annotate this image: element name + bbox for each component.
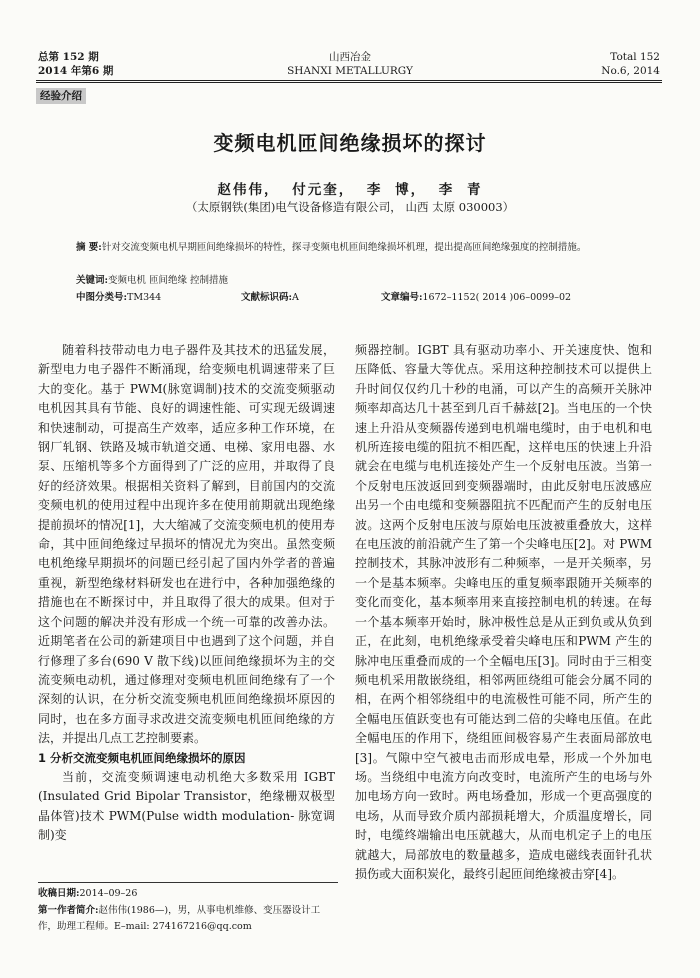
paragraph: 随着科技带动电力电子器件及其技术的迅猛发展，新型电力电子器件不断涌现，给变频电机调速带来了巨大的变化。基于 PWM(脉宽调制)技术的交流变频驱动电机因其具有节能、良好的调速性能、可实现无级调速和快速制动，可提高生产效率，适应多种工作环境，在钢厂轧钢、铁路及城市轨道交通、电梯、家用电器、水泵、压缩机等多个方面得到了广泛的应用，并取得了良好的经济效果。根据相关资料了解到，目前国内的交流变频电机的使用过程中出现许多在使用前期就出现绝缘提前损坏的情况[1]，大大缩减了交流变频电机的使用寿命，其中匝间绝缘过早损坏的情况尤为突出。虽然变频电机绝缘早期损坏的问题已经引起了国内外学者的普遍重视，新型绝缘材料研发也在进行中，各种加强绝缘的措施也在不断探讨中，并且取得了很大的成果。但对于这个问题的解决并没有形成一个统一可靠的改善办法。近期笔者在公司的新建项目中也遇到了这个问题，并自行修理了多台(690 V 散下线)以匝间绝缘损坏为主的交流变频电动机，通过修理对变频电机匝间绝缘有了一个深刻的认识，在分析交流变频电机匝间绝缘损坏原因的同时，也在多方面寻求改进交流变频电机匝间绝缘的方法，并提出几点工艺控制要素。 [38,343,335,746]
received-label: 收稿日期: [38,888,80,899]
header-year-issue: 2014 年第6 期 [38,65,114,77]
paragraph: 当前，交流变频调速电动机绝大多数采用 IGBT (Insulated Grid Bipolar Transistor，绝缘栅双极型晶体管)技术 PWM(Pulse width modulation- 脉宽调制)变 [38,769,335,843]
classification-label: 中图分类号: [76,292,128,303]
classification-row [76,290,636,305]
footnote-author [38,903,338,935]
footnote-rule [38,882,338,883]
doc-code-label: 文献标识码: [241,292,293,303]
footnote-received [38,886,338,902]
paragraph: 频器控制。IGBT 具有驱动功率小、开关速度快、饱和压降低、容量大等优点。采用这种控制技术可以提供上升时间仅仅约几十秒的电涌，可以产生的高频开关脉冲频率却高达几十甚至到几百千赫兹[2]。当电压的一个快速上升沿从变频器传递到电机端电缆时，由于电机和电机所连接电缆的阻抗不相匹配，这样电压的快速上升沿就会在电缆与电机连接处产生一个反射电压波。当第一个反射电压波返回到变频器端时，由此反射电压波感应出另一个由电缆和变频器阻抗不匹配而产生的反射电压波。这两个反射电压波与原始电压波被重叠放大，这样在电压波的前沿就产生了第一个尖峰电压[2]。对 PWM 控制技术，其脉冲波形有二种频率，一是开关频率，另一个是基本频率。尖峰电压的重复频率跟随开关频率的变化而变化，基本频率用来直接控制电机的转速。在每一个基本频率开始时，脉冲极性总是从正到负或从负到正，在此刻，电机绝缘承受着尖峰电压和PWM 产生的脉冲电压重叠而成的一个全幅电压[3]。同时由于三相变频电机采用散嵌绕组，相邻两匝绕组可能会分属不同的相，在两个相邻绕组中的电流极性可能不同，所产生的全幅电压值跃变也有可能达到二倍的尖峰电压值。在此全幅电压的作用下，绕组匝间极容易产生表面局部放电[3]。气隙中空气被电击而形成电晕，形成一个外加电场。当绕组中电流方向改变时，电流所产生的电场与外加电场方向一致时。两电场叠加，形成一个更高强度的电场，从而导致介质内部损耗增大，介质温度增长，同时，电缆终端输出电压就越大，从而电机定子上的电压就越大，局部放电的数量越多，造成电磁线表面针孔状损伤或大面积炭化，最终引起匝间绝缘被击穿[4]。 [355,343,652,881]
author-bio: 赵伟伟(1986—)，男，从事电机维修、变压器设计工作，助理工程师。E–mail: 274167216@qq.com [38,905,321,932]
doc-code-value: A [292,292,299,303]
affiliation: （太原钢铁(集团)电气设备修造有限公司， 山西 太原 030003） [185,200,515,214]
section-heading: 1 分析交流变频电机匝间绝缘损坏的原因 [38,750,246,765]
author-bio-label: 第一作者简介: [38,905,99,916]
header-rule [36,80,662,81]
article-number [381,290,571,305]
received-date: 2014–09–26 [79,888,138,899]
header-journal-name [0,50,700,78]
header-journal-en: SHANXI METALLURGY [287,65,413,77]
doc-code [241,290,299,305]
abstract [76,240,636,255]
header-issue-en [601,50,660,78]
section-tag: 经验介绍 [36,88,86,104]
body-column-left [38,341,335,846]
body-column-right [355,341,652,884]
article-number-label: 文章编号: [381,292,423,303]
article-number-value: 1672–1152( 2014 )06–0099–02 [422,292,572,303]
header-total-issue: 总第 152 期 [38,51,99,63]
keywords-label: 关键词: [76,275,109,286]
header-rule-thin [36,82,662,83]
keywords-text: 变频电机 匝间绝缘 控制措施 [108,275,229,286]
header-total-en: Total 152 [610,51,660,63]
header-no-en: No.6, 2014 [601,65,660,77]
article-title: 变频电机匝间绝缘损坏的探讨 [213,131,487,155]
abstract-label: 摘 要: [76,242,102,253]
author-list: 赵伟伟， 付元奎， 李 博， 李 青 [217,182,483,198]
abstract-text: 针对交流变频电机早期匝间绝缘损坏的特性，探寻变频电机匝间绝缘损坏机理，提出提高匝间绝缘强度的控制措施。 [101,242,587,253]
classification-value: TM344 [127,292,162,303]
keywords [76,273,636,288]
header-journal-cn: 山西冶金 [329,51,371,63]
